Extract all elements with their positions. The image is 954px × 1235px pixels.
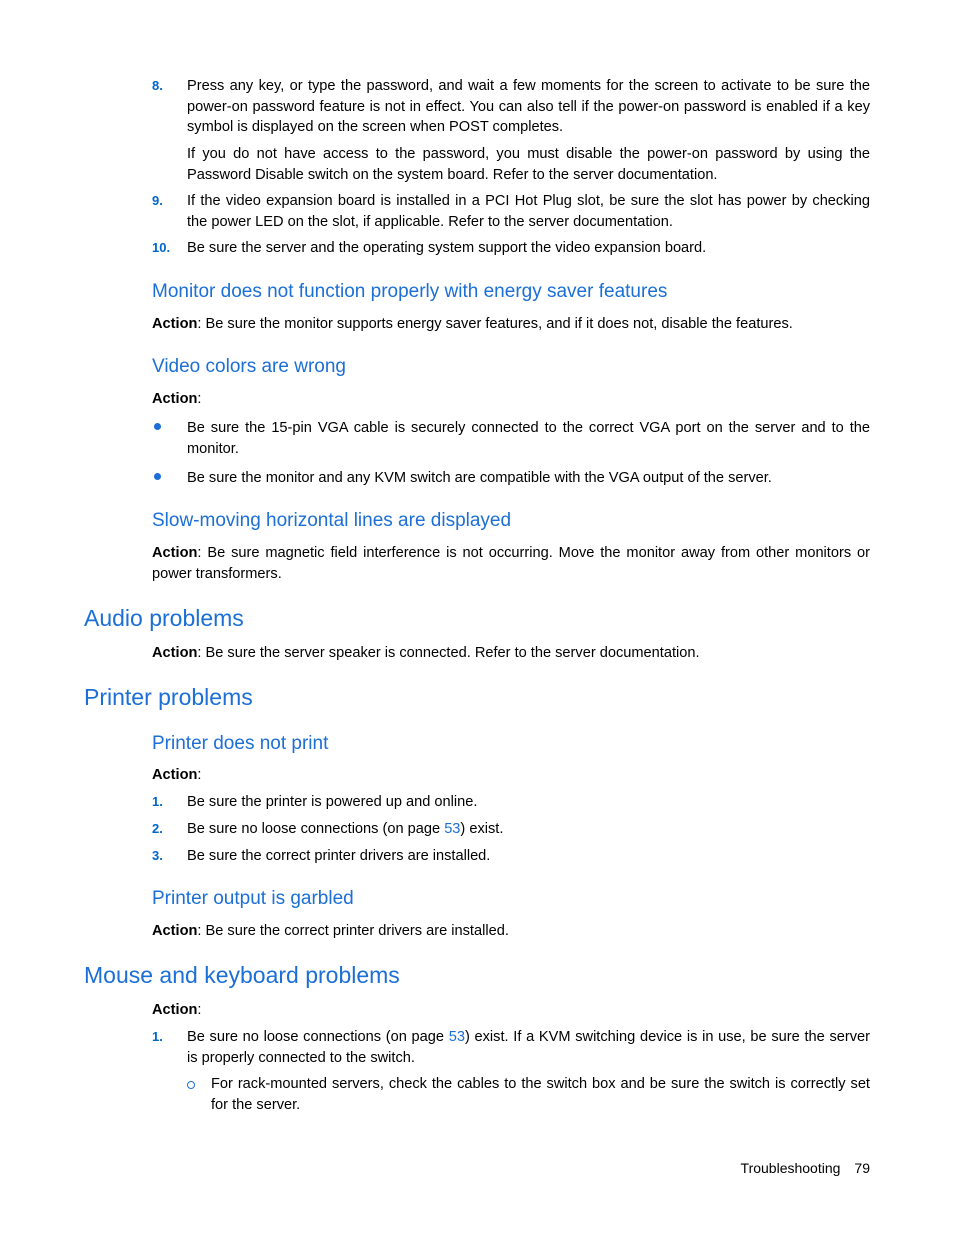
action-paragraph	[152, 643, 870, 664]
step-number: 9.	[152, 193, 163, 208]
step-number: 1.	[152, 1029, 163, 1044]
action-label: Action	[152, 545, 198, 561]
action-text: :	[197, 767, 202, 783]
action-text: : Be sure magnetic field interference is not occurring. Move the monitor away from other monitors or power transformers.	[152, 545, 870, 582]
bullet-text: Be sure the monitor and any KVM switch are compatible with the VGA output of the server.	[187, 470, 772, 486]
heading-mouse-keyboard: Mouse and keyboard problems	[84, 962, 400, 988]
step-text	[187, 819, 870, 840]
action-label: Action	[152, 767, 198, 783]
action-paragraph	[152, 921, 870, 942]
action-text: : Be sure the monitor supports energy saver features, and if it does not, disable the features.	[197, 316, 793, 332]
step-text: Be sure the server and the operating system support the video expansion board.	[187, 240, 707, 256]
step-text-post: ) exist. If a KVM switching device is in use, be sure the server is properly connected to the switch.	[187, 1029, 870, 1066]
step-number: 3.	[152, 848, 163, 863]
page-link[interactable]: 53	[444, 821, 461, 837]
step-text-post: ) exist.	[460, 821, 504, 837]
step-note: If you do not have access to the password, you must disable the power-on password by using the Password Disable switch on the system board. Refer to the server documentation.	[187, 146, 870, 183]
action-text: :	[197, 1002, 202, 1018]
bullet-icon	[154, 473, 161, 480]
action-text: :	[197, 391, 202, 407]
heading-slow-lines: Slow-moving horizontal lines are displayed	[152, 510, 512, 531]
step-number: 10.	[152, 240, 171, 255]
page-number: 79	[854, 1160, 870, 1176]
heading-printer-no-print: Printer does not print	[152, 733, 329, 754]
bullet-icon	[154, 423, 161, 430]
page-footer	[600, 1158, 870, 1178]
step-number: 2.	[152, 821, 163, 836]
action-label: Action	[152, 645, 198, 661]
footer-section: Troubleshooting	[740, 1160, 841, 1176]
bullet-text: Be sure the 15-pin VGA cable is securely connected to the correct VGA port on the server and to the monitor.	[187, 420, 870, 457]
heading-audio: Audio problems	[84, 605, 244, 631]
action-text: : Be sure the correct printer drivers are installed.	[197, 923, 509, 939]
step-text: If the video expansion board is installed in a PCI Hot Plug slot, be sure the slot has power by checking the power LED on the slot, if applicable. Refer to the server documentation.	[187, 193, 870, 230]
step-text-pre: Be sure no loose connections (on page	[187, 1029, 449, 1045]
step-text: Be sure the printer is powered up and online.	[187, 794, 478, 810]
step-number: 8.	[152, 78, 163, 93]
page-link[interactable]: 53	[448, 1029, 465, 1045]
action-label: Action	[152, 391, 198, 407]
action-text: : Be sure the server speaker is connected. Refer to the server documentation.	[197, 645, 700, 661]
action-label: Action	[152, 1002, 198, 1018]
action-label: Action	[152, 316, 198, 332]
heading-energy-saver: Monitor does not function properly with energy saver features	[152, 281, 668, 302]
step-number: 1.	[152, 794, 163, 809]
action-paragraph	[152, 1000, 870, 1021]
action-paragraph	[152, 543, 870, 584]
heading-printer-garbled: Printer output is garbled	[152, 888, 354, 909]
step-text: Be sure the correct printer drivers are installed.	[187, 848, 491, 864]
sub-bullet-text: For rack-mounted servers, check the cables to the switch box and be sure the switch is correctly set for the server.	[211, 1076, 870, 1113]
action-paragraph	[152, 765, 870, 786]
step-text-pre: Be sure no loose connections (on page	[187, 821, 445, 837]
step-text: Press any key, or type the password, and wait a few moments for the screen to activate to be sure the power-on password feature is not in effect. You can also tell if the power-on password is enabled if a key symbol is displayed on the screen when POST completes.	[187, 78, 870, 135]
heading-video-colors: Video colors are wrong	[152, 356, 346, 377]
heading-printer: Printer problems	[84, 684, 253, 710]
action-paragraph	[152, 314, 870, 335]
action-label: Action	[152, 923, 198, 939]
sub-bullet-icon	[187, 1081, 195, 1089]
step-text	[187, 1027, 870, 1068]
action-paragraph	[152, 389, 870, 410]
